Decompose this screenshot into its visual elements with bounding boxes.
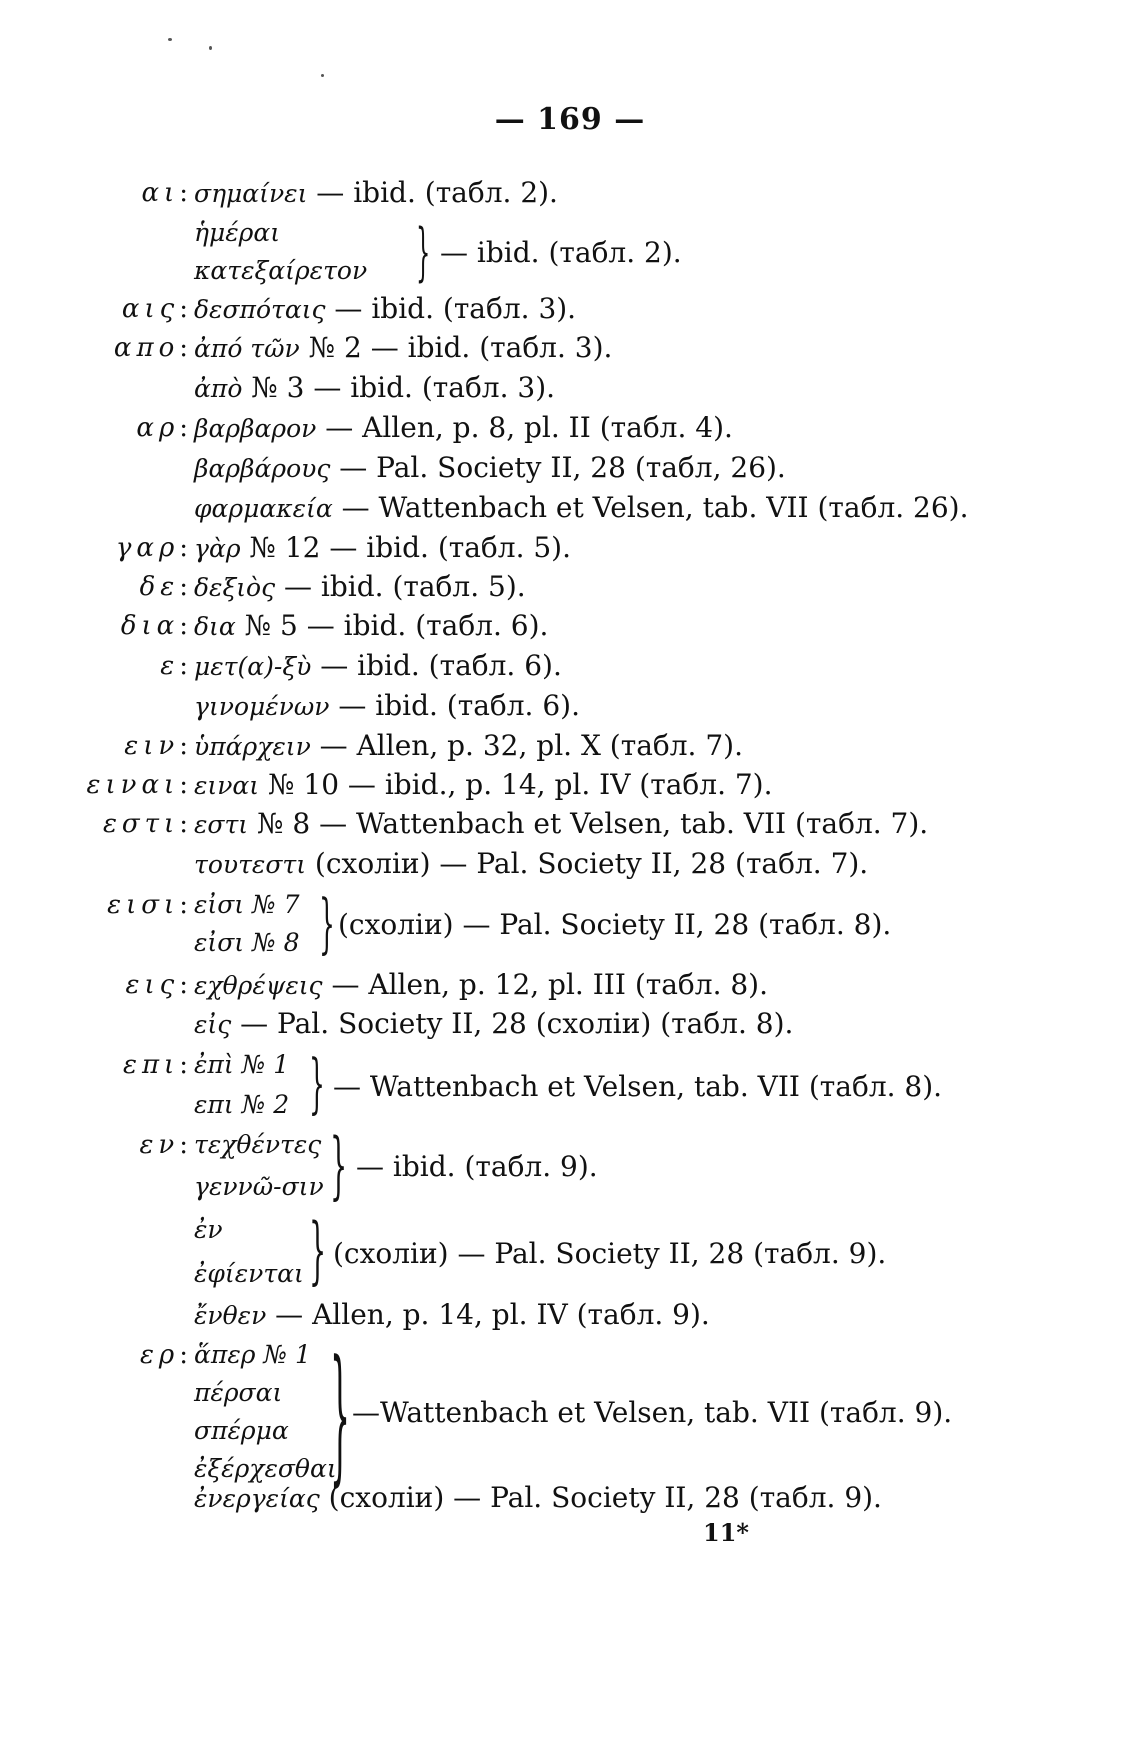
entry-key: δε: — [139, 572, 188, 602]
entry-line — [0, 330, 1140, 366]
group-citation: — ibid. (табл. 2). — [440, 236, 682, 269]
citation: — Allen, p. 8, pl. II (табл. 4). — [316, 411, 733, 444]
citation: — ibid. (табл. 5). — [275, 570, 526, 603]
right-brace: } — [330, 1328, 351, 1501]
entry-key: ε: — [160, 651, 188, 681]
citation: — Pal. Society II, 28 (табл, 26). — [330, 451, 786, 484]
entry-key: εις: — [125, 970, 188, 1000]
citation: № 3 — ibid. (табл. 3). — [242, 371, 556, 404]
greek-form: ὑπάρχειν — [194, 732, 311, 761]
greek-form: μετ(α)-ξὺ — [194, 652, 312, 681]
entry-line — [0, 1480, 1140, 1516]
print-speck — [209, 46, 212, 50]
entry-key: γαρ: — [115, 533, 188, 563]
greek-form: φαρμακεία — [194, 494, 333, 523]
entry-key: αι: — [141, 178, 188, 208]
entry-line — [0, 648, 1140, 684]
greek-form: εἰσι № 7 — [194, 890, 300, 919]
group-citation: (схоліи) — Pal. Society II, 28 (табл. 8). — [338, 908, 892, 941]
citation: № 8 — Wattenbach et Velsen, tab. VII (табл. 7). — [248, 807, 929, 840]
right-brace: } — [309, 1207, 327, 1293]
citation: № 12 — ibid. (табл. 5). — [240, 531, 572, 564]
greek-form: εχθρέψεις — [194, 971, 323, 1000]
entry-group — [0, 1047, 1140, 1127]
citation: № 10 — ibid., p. 14, pl. IV (табл. 7). — [259, 768, 773, 801]
print-speck — [168, 38, 172, 41]
greek-form: ἔνθεν — [194, 1301, 267, 1330]
citation: — Wattenbach et Velsen, tab. VII (табл. 26). — [332, 491, 969, 524]
greek-form: δια — [194, 612, 236, 641]
greek-form: εστι — [194, 810, 249, 839]
greek-form: ἀπὸ — [194, 374, 243, 403]
citation: № 5 — ibid. (табл. 6). — [235, 609, 549, 642]
entry-key: ερ: — [139, 1340, 188, 1370]
citation: — ibid. (табл. 6). — [329, 689, 580, 722]
entry-line — [0, 410, 1140, 446]
entry-key: εστι: — [102, 809, 188, 839]
right-brace: } — [416, 216, 431, 289]
citation: — ibid. (табл. 2). — [307, 176, 558, 209]
entry-line — [0, 370, 1140, 406]
entry-line — [0, 1297, 1140, 1333]
greek-form: σπέρμα — [194, 1416, 289, 1445]
citation: — Allen, p. 14, pl. IV (табл. 9). — [266, 1298, 710, 1331]
signature-mark: 11* — [703, 1518, 749, 1547]
greek-form: ἐνεργείας — [194, 1484, 320, 1513]
entry-key: εισι: — [107, 890, 188, 920]
entry-key: απο: — [113, 333, 188, 363]
entry-key: ειναι: — [86, 770, 188, 800]
greek-form: γὰρ — [194, 534, 241, 563]
greek-form: σημαίνει — [194, 179, 308, 208]
entry-line — [0, 450, 1140, 486]
greek-form: ἐπὶ № 1 — [194, 1050, 290, 1079]
group-citation: — Wattenbach et Velsen, tab. VII (табл. 8). — [333, 1070, 943, 1103]
entry-key: δια: — [120, 611, 188, 641]
entry-group — [0, 215, 1140, 295]
page-number: — 169 — — [494, 102, 646, 137]
greek-form: εἰς — [194, 1010, 232, 1039]
greek-form: ἀπό τῶν — [194, 334, 300, 363]
citation: — ibid. (табл. 3). — [325, 292, 577, 325]
entry-line — [0, 806, 1140, 842]
print-speck — [321, 74, 324, 77]
citation: (схоліи) — Pal. Society II, 28 (табл. 9). — [319, 1481, 882, 1514]
entry-line — [0, 1006, 1140, 1042]
entry-line — [0, 767, 1140, 803]
greek-form: βαρβάρους — [194, 454, 331, 483]
citation: № 2 — ibid. (табл. 3). — [299, 331, 613, 364]
entry-line — [0, 530, 1140, 566]
entry-line — [0, 688, 1140, 724]
greek-form: γινομένων — [194, 692, 330, 721]
entry-line — [0, 291, 1140, 327]
greek-form: ἐν — [194, 1215, 223, 1244]
entry-line — [0, 608, 1140, 644]
group-citation: — ibid. (табл. 9). — [356, 1150, 598, 1183]
greek-form: ἡμέραι — [194, 218, 281, 247]
right-brace: } — [330, 1122, 348, 1208]
entry-key: εν: — [139, 1130, 188, 1160]
group-citation: —Wattenbach et Velsen, tab. VII (табл. 9). — [352, 1396, 953, 1429]
entry-line — [0, 967, 1140, 1003]
citation: — Allen, p. 12, pl. III (табл. 8). — [322, 968, 769, 1001]
entry-group — [0, 1122, 1140, 1208]
greek-form: ἐξέρχεσθαι — [194, 1454, 337, 1483]
greek-form: ἐφίενται — [194, 1259, 304, 1288]
greek-form: τεχθέντες — [194, 1130, 322, 1159]
greek-form: τουτεστι — [194, 850, 307, 879]
greek-form: δεξιὸς — [194, 573, 276, 602]
citation: — ibid. (табл. 6). — [311, 649, 562, 682]
entry-group — [0, 887, 1140, 967]
greek-form: επι № 2 — [194, 1090, 290, 1119]
entry-line — [0, 175, 1140, 211]
greek-form: ειναι — [194, 771, 260, 800]
greek-form: εἰσι № 8 — [194, 928, 300, 957]
citation: — Pal. Society II, 28 (схоліи) (табл. 8). — [231, 1007, 794, 1040]
entry-line — [0, 569, 1140, 605]
greek-form: ἅπερ № 1 — [194, 1340, 311, 1369]
entry-group — [0, 1207, 1140, 1293]
citation: (схоліи) — Pal. Society II, 28 (табл. 7). — [306, 847, 869, 880]
greek-form: δεσπόταις — [194, 295, 326, 324]
entry-line — [0, 846, 1140, 882]
greek-form: βαρβαρον — [194, 414, 317, 443]
greek-form: γεννῶ-σιν — [194, 1172, 324, 1201]
entry-line — [0, 490, 1140, 526]
citation: — Allen, p. 32, pl. X (табл. 7). — [310, 729, 743, 762]
entry-line — [0, 728, 1140, 764]
entry-key: αις: — [121, 294, 188, 324]
entry-key: αρ: — [136, 413, 188, 443]
entry-key: επι: — [123, 1050, 188, 1080]
greek-form: πέρσαι — [194, 1378, 283, 1407]
greek-form: κατεξαίρετον — [194, 256, 368, 285]
group-citation: (схоліи) — Pal. Society II, 28 (табл. 9). — [333, 1237, 887, 1270]
right-brace: } — [309, 1045, 325, 1122]
right-brace: } — [319, 885, 335, 962]
entry-key: ειν: — [124, 731, 188, 761]
